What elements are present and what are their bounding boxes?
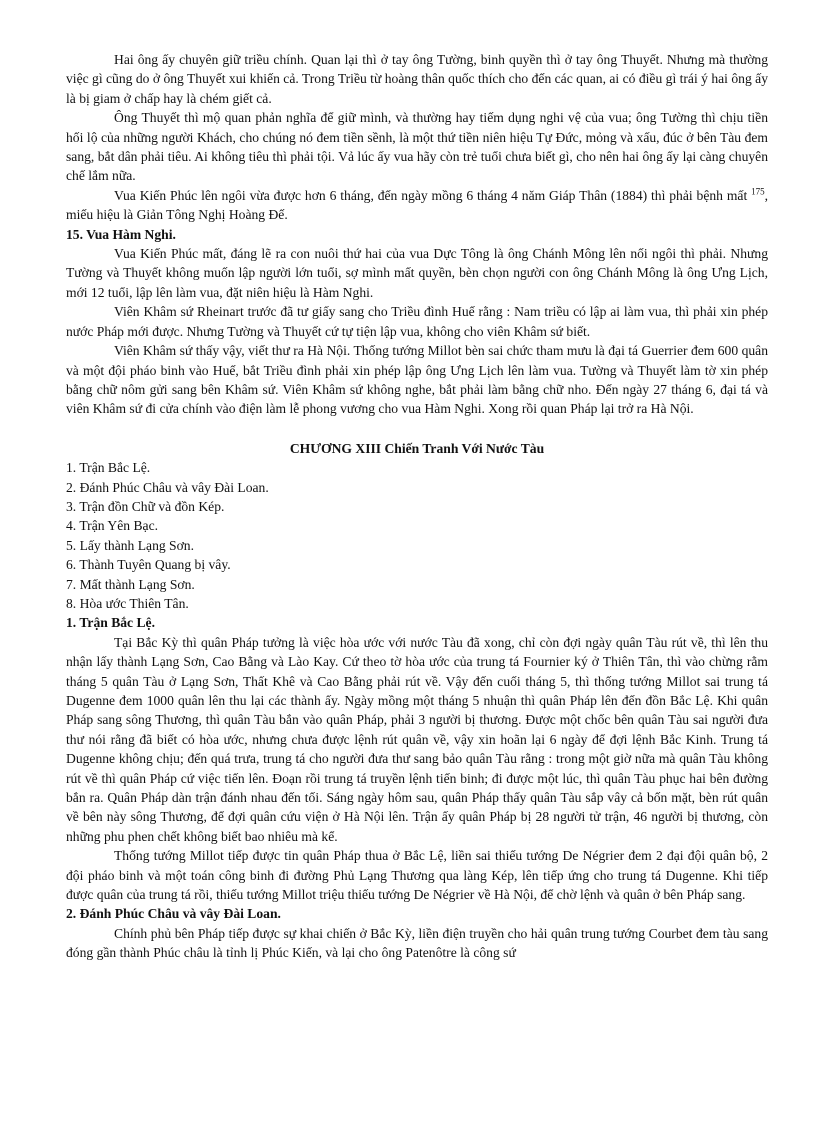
- toc-item: 6. Thành Tuyên Quang bị vây.: [66, 557, 231, 573]
- toc-item: 7. Mất thành Lạng Sơn.: [66, 576, 195, 592]
- kien-phuc-text-before: Vua Kiến Phúc lên ngôi vừa được hơn 6 tháng, đến ngày mồng 6 tháng 4 năm Giáp Thân (1884) thì phải bệnh mất: [114, 187, 752, 203]
- section15-paragraph-3: Viên Khâm sứ thấy vậy, viết thư ra Hà Nội. Thống tướng Millot bèn sai chức tham mưu là đại tá Guerrier đem 600 quân và một đội pháo binh vào Huế, bắt Triều đình phải xin phép lập ông Ưng Lịch lên làm vua. Tường và Thuyết làm tờ xin phép bằng chữ nôm gửi sang bên Khâm sứ. Viên Khâm sứ không nghe, bắt phải làm bằng chữ nho. Đến ngày 27 tháng 6, đại tá và viên Khâm sứ đi cửa chính vào điện làm lễ phong vương cho vua Hàm Nghi. Xong rồi quan Pháp lại trở ra Hà Nội.: [66, 343, 768, 417]
- section15-paragraph-2: Viên Khâm sứ Rheinart trước đã tư giấy sang cho Triều đình Huế rằng : Nam triều có lập ai làm vua, thì phải xin phép nước Pháp mới được. Nhưng Tường và Thuyết cứ tự tiện lập vua, không cho viên Khâm sứ biết.: [66, 304, 768, 339]
- toc-item: 4. Trận Yên Bạc.: [66, 518, 159, 534]
- page-content: [66, 50, 768, 963]
- section2-paragraph-1: Chính phủ bên Pháp tiếp được sự khai chiến ở Bắc Kỳ, liền điện truyền cho hải quân trung tướng Courbet đem tàu sang đóng gần thành Phúc châu là tỉnh lị Phúc Kiến, và lại cho ông Patenôtre là công sứ: [66, 925, 768, 961]
- section1-paragraph-2: Thống tướng Millot tiếp được tin quân Pháp thua ở Bắc Lệ, liền sai thiếu tướng De Négrier đem 2 đại đội quân bộ, 2 đội pháo binh và một toán công binh đi đường Phủ Lạng Thương qua làng Kép, lên tiếp ứng cho trung tá Dugenne. Khi tiếp được quân của trung tá rồi, thiếu tướng Millot triệu thiếu tướng De Négrier về Hà Nội, để chờ lệnh và quân ở bên Pháp sang.: [66, 848, 768, 903]
- section1-paragraph-1: Tại Bắc Kỳ thì quân Pháp tưởng là việc hòa ước với nước Tàu đã xong, chỉ còn đợi ngày quân Tàu rút về, thì lên thu nhận lấy thành Lạng Sơn, Cao Bằng và Lào Kay. Cứ theo tờ hòa ước của trung tá Fournier ký ở Thiên Tân, thì vào chừng rằm tháng 5 quân Tàu ở Lạng Sơn, Thất Khê và Cao Bằng phải rút về. Vậy đến cuối tháng 5, thì thống tướng Millot sai trung tá Dugenne đem 1000 quân lên thu lại các thành ấy. Ngày mồng một tháng 5 nhuận thì quân Pháp lên đến đồn Bắc Lệ. Khi quân Pháp sang sông Thương, thì quân Tàu bắn vào quân Pháp, phải 3 người bị thương. Được một chốc bên quân Tàu sai người đưa thư nói rằng đã biết có hòa ước, nhưng chưa được lệnh rút quân về, vậy xin hoãn lại 6 ngày để đợi lệnh Bắc Kinh. Trung tá Dugenne không chịu; đến quá trưa, trung tá cho người đưa thư sang bảo quân Tàu rằng : trong một giờ nữa mà quân Tàu không rút về thì quân Pháp cứ việc tiến lên. Đoạn rồi trung tá truyền lệnh tiến binh; đi được một lúc, thì quân Tàu phục hai bên đường bắn ra. Quân Pháp dàn trận đánh nhau đến tối. Sáng ngày hôm sau, quân Pháp thấy quân Tàu sắp vây cả bốn mặt, bèn rút quân về bên này sông Thương, để đợi quân cứu viện ở Hà Nội lên. Trận ấy quân Pháp bị 28 người tử trận, 46 người bị thương, còn những phu phen chết không biết bao nhiêu mà kể.: [66, 634, 768, 844]
- paragraph-intro-2: Ông Thuyết thì mộ quan phản nghĩa để giữ mình, và thường hay tiếm dụng nghi vệ của vua; ông Tường thì chịu tiền hối lộ của những người Khách, cho chúng nó đem tiền sềnh, là một thứ tiền niên hiệu Tự Đức, mỏng và xấu, đúc ở bên Tàu đem sang, bắt dân phải tiêu. Ai không tiêu thì phải tội. Vả lúc ấy vua hãy còn trẻ tuổi chưa biết gì, cho nên hai ông ấy lại càng chuyên chế lắm nữa.: [66, 110, 768, 184]
- toc-item: 2. Đánh Phúc Châu và vây Đài Loan.: [66, 479, 269, 495]
- section-heading-1: 1. Trận Bắc Lệ.: [66, 615, 155, 631]
- toc-item: 3. Trận đồn Chữ và đồn Kép.: [66, 498, 225, 514]
- footnote-ref[interactable]: 175: [751, 186, 765, 197]
- section-heading-2: 2. Đánh Phúc Châu và vây Đài Loan.: [66, 906, 281, 922]
- toc-item: 8. Hòa ước Thiên Tân.: [66, 595, 189, 611]
- section-heading-15: 15. Vua Hàm Nghi.: [66, 226, 176, 242]
- chapter-title: CHƯƠNG XIII Chiến Tranh Với Nước Tàu: [289, 440, 545, 456]
- chapter-toc: [66, 458, 768, 613]
- paragraph-kien-phuc: [66, 186, 768, 225]
- toc-item: 5. Lấy thành Lạng Sơn.: [66, 537, 194, 553]
- paragraph-intro-1: Hai ông ấy chuyên giữ triều chính. Quan lại thì ở tay ông Tường, binh quyền thì ở tay ông Thuyết. Nhưng mà thường việc gì cũng do ở ông Thuyết xui khiến cả. Trong Triều từ hoàng thân quốc thích cho đến các quan, ai có điều gì trái ý hai ông ấy là bị giam ở chấp hay là chém giết cả.: [66, 52, 768, 106]
- section15-paragraph-1: Vua Kiến Phúc mất, đáng lẽ ra con nuôi thứ hai của vua Dực Tông là ông Chánh Mông lên nối ngôi thì phải. Nhưng Tường và Thuyết không muốn lập người lớn tuổi, sợ mình mất quyền, bèn chọn người con ông Chánh Mông là ông Ưng Lịch, mới 12 tuổi, lập lên làm vua, đặt niên hiệu là Hàm Nghi.: [66, 246, 768, 300]
- kien-phuc-text-after: , miếu hiệu là Giản Tông Nghị Hoàng Đế.: [66, 187, 768, 223]
- toc-item: 1. Trận Bắc Lệ.: [66, 460, 151, 476]
